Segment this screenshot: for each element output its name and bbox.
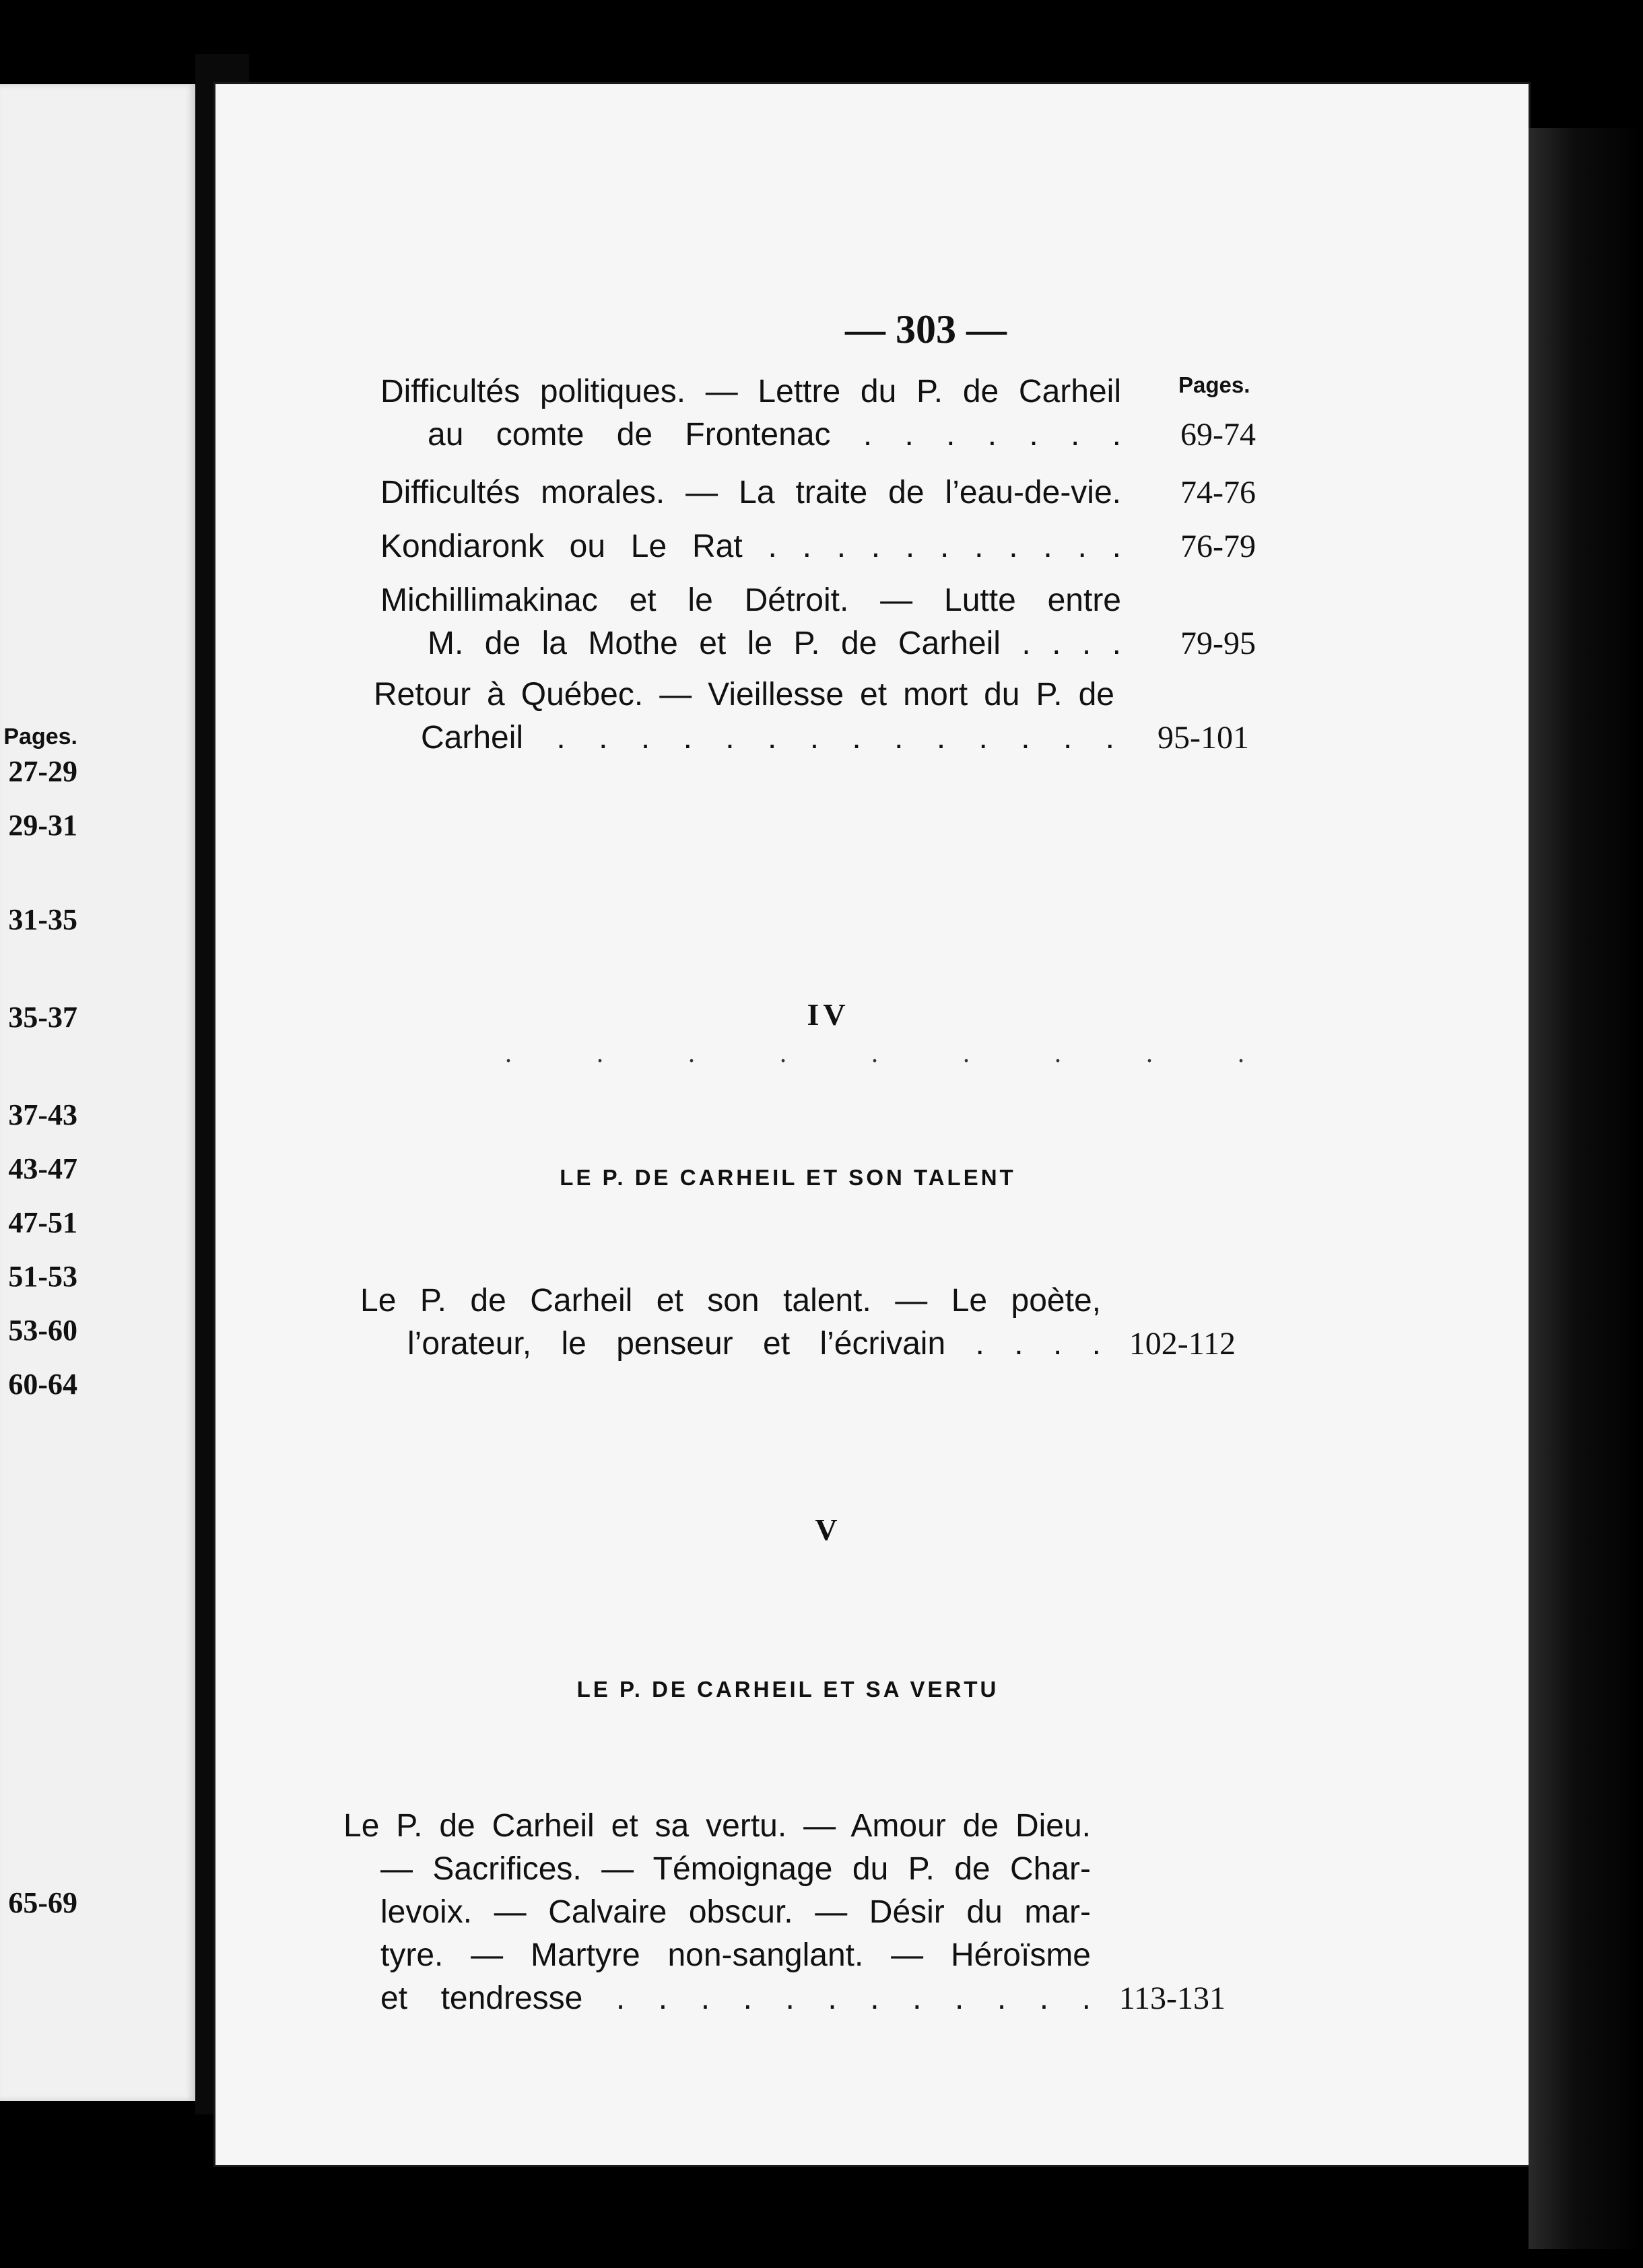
toc-entry-pages: 76-79 [1180, 529, 1256, 564]
facing-page-range: 51-53 [8, 1260, 77, 1293]
print-specks: . . . . . . . . . [505, 1038, 1283, 1068]
facing-page-range: 43-47 [8, 1152, 77, 1185]
toc-entry-line: l’orateur, le penseur et l’écrivain . . . . [407, 1326, 1101, 1362]
toc-entry-pages: 102-112 [1129, 1326, 1236, 1362]
facing-page-range: 53-60 [8, 1314, 77, 1347]
toc-entry-pages: 74-76 [1180, 475, 1256, 510]
toc-entry-line: et tendresse . . . . . . . . . . . . [380, 1980, 1091, 2016]
toc-entry-line: Michillimakinac et le Détroit. — Lutte entre [380, 582, 1121, 618]
book-page [215, 84, 1529, 2165]
toc-entry-pages: 69-74 [1180, 417, 1256, 453]
facing-page-range: 29-31 [8, 809, 77, 842]
section-numeral-iv: IV [807, 997, 850, 1032]
facing-page-range: 27-29 [8, 755, 77, 788]
facing-page-range: 31-35 [8, 903, 77, 936]
pages-column-label: Pages. [1178, 372, 1250, 397]
facing-page-range: 60-64 [8, 1368, 77, 1401]
facing-page [0, 84, 195, 2101]
facing-page-range: 35-37 [8, 1001, 77, 1034]
toc-entry-line: Le P. de Carheil et sa vertu. — Amour de Dieu. [343, 1808, 1091, 1844]
toc-entry-line: Carheil . . . . . . . . . . . . . . [421, 720, 1114, 756]
toc-entry-pages: 79-95 [1180, 626, 1256, 661]
toc-entry-pages: 113-131 [1118, 1980, 1226, 2016]
toc-entry-line: Kondiaronk ou Le Rat . . . . . . . . . . . [380, 529, 1121, 564]
facing-page-pages-label: Pages. [3, 724, 77, 749]
section-title-v: LE P. DE CARHEIL ET SA VERTU [576, 1677, 999, 1702]
toc-entry [374, 673, 1249, 760]
page-number: — 303 — [845, 307, 1007, 352]
toc-entry [380, 471, 1256, 514]
toc-entry [343, 1805, 1226, 2020]
toc-entry [360, 1279, 1236, 1366]
facing-page-range: 47-51 [8, 1206, 77, 1239]
facing-page-range: 65-69 [8, 1886, 77, 1919]
toc-entry-line: au comte de Frontenac . . . . . . . [428, 417, 1121, 453]
facing-page-range: 37-43 [8, 1098, 77, 1131]
toc-entry-line: — Sacrifices. — Témoignage du P. de Char- [380, 1851, 1091, 1887]
toc-entry-line: Difficultés politiques. — Lettre du P. de Carheil [380, 374, 1121, 409]
toc-entry-pages: 95-101 [1158, 720, 1249, 756]
toc-entry [380, 525, 1256, 568]
toc-entry-line: M. de la Mothe et le P. de Carheil . . . . [428, 626, 1121, 661]
toc-entry-line: levoix. — Calvaire obscur. — Désir du mar- [380, 1894, 1091, 1930]
section-title-iv: LE P. DE CARHEIL ET SON TALENT [560, 1165, 1016, 1190]
toc-entry-line: Retour à Québec. — Vieillesse et mort du P. de [374, 677, 1114, 712]
toc-entry-line: tyre. — Martyre non-sanglant. — Héroïsme [380, 1937, 1091, 1973]
toc-entry-line: Difficultés morales. — La traite de l’eau-de-vie. [380, 475, 1121, 510]
toc-entry [380, 579, 1256, 665]
book-edge [1529, 128, 1643, 2249]
toc-entry-line: Le P. de Carheil et son talent. — Le poète, [360, 1283, 1101, 1319]
section-numeral-v: V [815, 1512, 842, 1547]
